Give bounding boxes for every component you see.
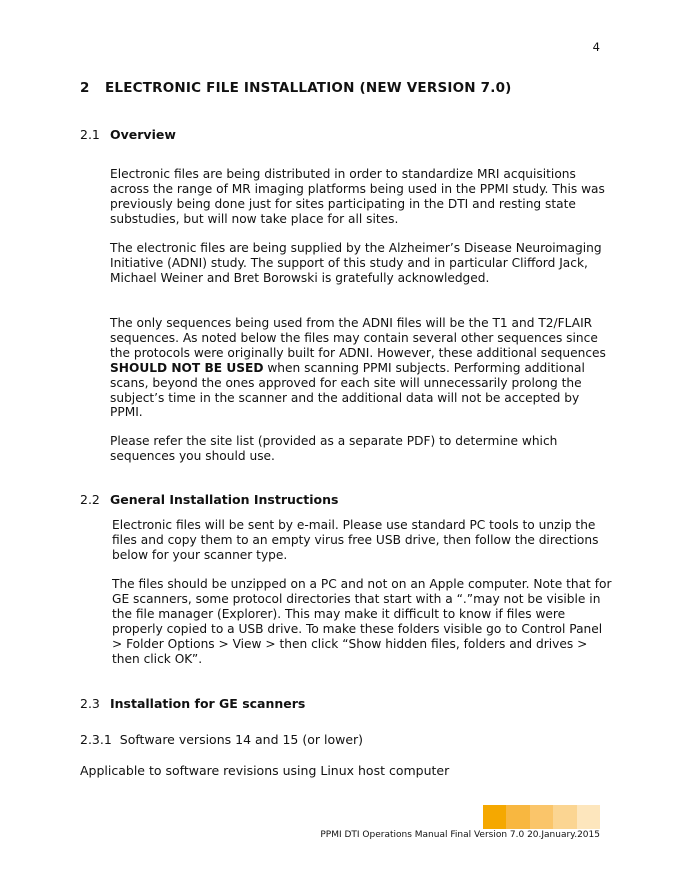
- general-number: 2.2: [80, 492, 100, 507]
- overview-paragraph-3: [110, 316, 610, 420]
- ge-heading: [80, 696, 305, 711]
- footer-swatch: [530, 805, 553, 829]
- should-not-be-used-emphasis: SHOULD NOT BE USED: [110, 360, 264, 375]
- page-number: 4: [592, 40, 600, 54]
- ge-subsection-number: 2.3.1: [80, 732, 112, 747]
- overview-title: Overview: [110, 127, 176, 142]
- ge-subsection-title: Software versions 14 and 15 (or lower): [119, 732, 364, 747]
- overview-heading: [80, 127, 176, 142]
- general-title: General Installation Instructions: [110, 492, 339, 507]
- overview-paragraph-3-part-2: when scanning PPMI subjects. Performing additional scans, beyond the ones approved for each site will unnecessarily prolong the subject’s time in the scanner and the additional data will not be accepted by PPMI.: [110, 360, 585, 420]
- ge-title: Installation for GE scanners: [110, 696, 306, 711]
- overview-paragraph-1: Electronic files are being distributed in order to standardize MRI acquisitions across the range of MR imaging platforms being used in the PPMI study. This was previously being done just for sites participating in the DTI and resting state substudies, but will now take place for all sites.: [110, 167, 605, 226]
- footer-swatch: [483, 805, 506, 829]
- footer-swatch: [506, 805, 529, 829]
- general-heading: [80, 492, 338, 507]
- footer-text: PPMI DTI Operations Manual Final Version 7.0 20.January.2015: [320, 830, 600, 840]
- applicable-note: Applicable to software revisions using Linux host computer: [80, 763, 450, 778]
- section-number: 2: [80, 80, 90, 96]
- general-paragraph-2: The files should be unzipped on a PC and not on an Apple computer. Note that for GE scanners, some protocol directories that start with a “.”may not be visible in the file manager (Explorer). This may make it difficult to know if files were properly copied to a USB drive. To make these folders visible go to Control Panel > Folder Options > View > then click “Show hidden files, folders and drives > then click OK”.: [112, 577, 612, 666]
- overview-paragraph-3-part-1: The only sequences being used from the ADNI files will be the T1 and T2/FLAIR sequences. As noted below the files may contain several other sequences since the protocols were originally built for ADNI. However, these additional sequences: [110, 316, 606, 360]
- overview-paragraph-4: Please refer the site list (provided as a separate PDF) to determine which sequences you should use.: [110, 434, 558, 463]
- section-title: ELECTRONIC FILE INSTALLATION (NEW VERSION 7.0): [105, 80, 512, 96]
- section-heading: [80, 80, 512, 96]
- footer-color-bar: [483, 805, 600, 829]
- footer-swatch: [553, 805, 576, 829]
- overview-paragraph-2: The electronic files are being supplied by the Alzheimer’s Disease Neuroimaging Initiative (ADNI) study. The support of this study and in particular Clifford Jack, Michael Weiner and Bret Borowski is gratefully acknowledged.: [110, 241, 602, 285]
- general-paragraph-1: Electronic files will be sent by e-mail. Please use standard PC tools to unzip the files and copy them to an empty virus free USB drive, then follow the directions below for your scanner type.: [112, 518, 599, 562]
- footer-swatch: [577, 805, 600, 829]
- ge-number: 2.3: [80, 696, 100, 711]
- ge-subsection-heading: [80, 732, 363, 747]
- overview-number: 2.1: [80, 127, 100, 142]
